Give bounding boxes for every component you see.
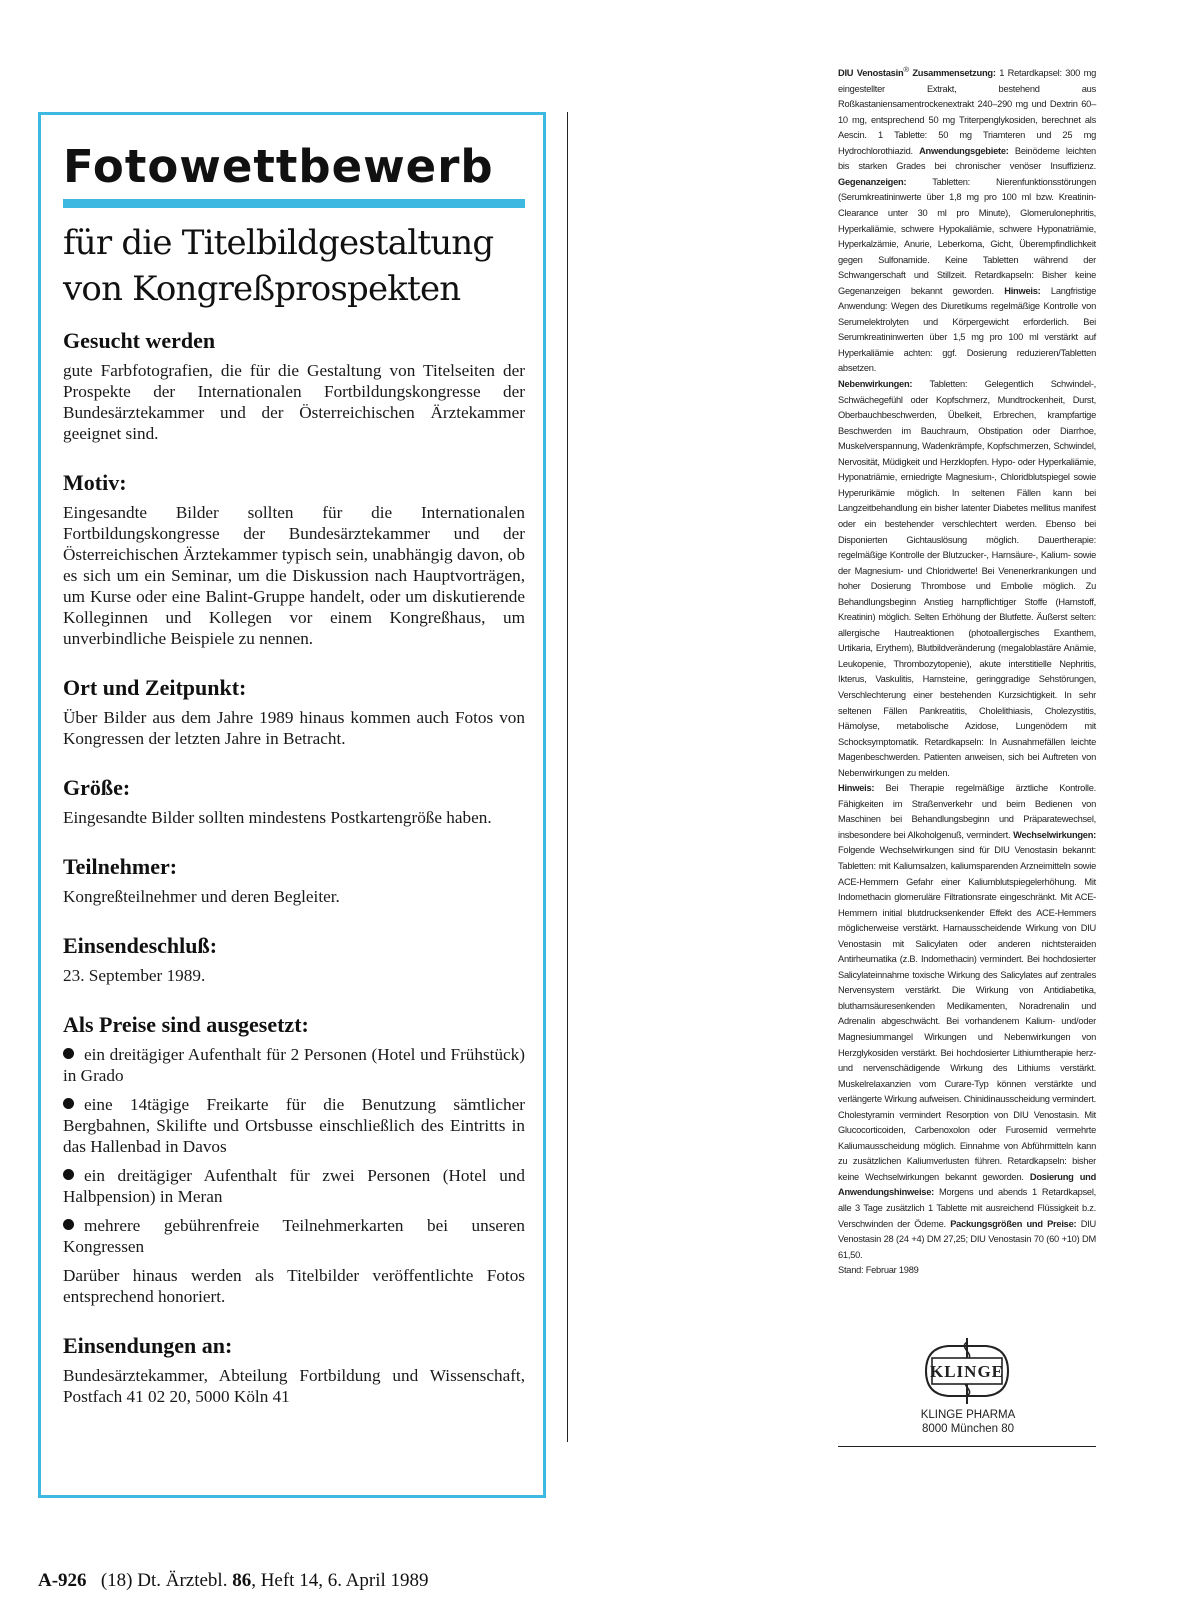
headline-underline	[63, 199, 525, 208]
bullet-icon	[63, 1048, 74, 1059]
text-nebenwirkungen: Tabletten: Gelegentlich Schwindel-, Schwächegefühl oder Kopfschmerz, Mundtrockenheit, Durst, Oberbauchbeschwerden, Übelkeit, Erbrechen, krampfartige Beschwerden im Bauchraum, Obstipation oder Diarrhoe, Muskelverspannung, Wadenkrämpfe, Kopfschmerzen, Schwindel, Nervosität, Müdigkeit und Herzklopfen. Hypo- oder Hyperkaliämie, Hyponatriämie, erniedrigte Magnesium-, Chloridblutspiegel sowie Hyperurikämie möglich. In seltenen Fällen kann bei Langzeitbehandlung ein bisher latenter Diabetes mellitus manifest oder ein bestehender verschlechtert werden. Ebenso bei Disponierten Gichtauslösung möglich. Dauertherapie: regelmäßige Kontrolle der Blutzucker-, Harnsäure-, Kalium- sowie der Magnesium- und Chloridwerte! Bei Venenerkrankungen und hoher Dosierung Thrombose und Embolie möglich. Zu Behandlungsbeginn Anstieg harnpflichtiger Stoffe (Harnstoff, Kreatinin) möglich. Selten Erhöhung der Blutfette. Äußerst selten: allergische Hautreaktionen (photoallergisches Exanthem, Urtikaria, Erythem), Blutbildveränderung (megaloblastäre Anämie, Leukopenie, Thrombozytopenie), akute interstitielle Nephritis, Ikterus, Vaskulitis, Harnsteine, geringgradige Sehstörungen, Verschlechterung einer bestehenden Kurzsichtigkeit. In sehr seltenen Fällen Pankreatitis, Cholelithiasis, Cholezystitis, Hämolyse, metabolische Azidose, Lungenödem mit Schocksymptomatik. Retardkapseln: In Ausnahmefällen leichte Magenbeschwerden. Patienten anweisen, sich bei Auftreten von Nebenwirkungen zu melden.	[838, 379, 1096, 778]
logo-mark-text: KLINGE	[929, 1362, 1005, 1381]
company-city: 8000 München 80	[921, 1423, 1015, 1435]
text-dosierung: Morgens und abends 1 Retardkapsel, alle 3 Tage zusätzlich 1 Tablette mit ausreichend Flüssigkeit b.z. Verschwinden der Ödeme.	[838, 1187, 1096, 1229]
text-hinweis: Langfristige Anwendung: Wegen des Diuretikums regelmäßige Kontrolle von Serumelektrolyten und Körpergewicht erforderlich. Bei Serumkreatininwerten über 1,5 mg pro 100 ml verstärkt auf Hyperkaliämie achten: ggf. Dosierung reduzieren/Tabletten absetzen.	[838, 285, 1096, 374]
subtitle-line-2: von Kongreßprospekten	[63, 269, 461, 309]
section-text-groesse: Eingesandte Bilder sollten mindestens Postkartengröße haben.	[63, 808, 492, 827]
prize-item	[63, 1044, 525, 1086]
section-heading-ort: Ort und Zeitpunkt:	[63, 675, 247, 700]
prize-item-text: eine 14tägige Freikarte für die Benutzung sämtlicher Bergbahnen, Skilifte und Ortsbusse einschließlich des Eintritts in das Hallenbad in Davos	[63, 1095, 525, 1156]
page-number: A-926	[38, 1570, 87, 1591]
label-packung: Packungsgrößen und Preise:	[950, 1218, 1077, 1229]
text-hinweis-2: Bei Therapie regelmäßige ärztliche Kontrolle. Fähigkeiten im Straßenverkehr und beim Bedienen von Maschinen bei Behandlungsbeginn und Präparatewechsel, insbesondere bei Alkoholgenuß, vermindert.	[838, 783, 1096, 840]
section-text-teilnehmer: Kongreßteilnehmer und deren Begleiter.	[63, 887, 340, 906]
prize-item	[63, 1094, 525, 1157]
text-wechselwirkungen: Folgende Wechselwirkungen sind für DIU Venostasin bekannt: Tabletten: mit Kaliumsalzen, kaliumsparenden Arzneimitteln sowie ACE-Hemmern Gefahr einer Kaliumblutspiegelerhöhung. Mit Indomethacin glomeruläre Filtrationsrate eingeschränkt. Mit ACE-Hemmern initial blutdrucksenkender Effekt des ACE-Hemmers möglicherweise verstärkt. Harnausscheidende Wirkung von DIU Venostasin mit Salicylaten oder anderen nichtsteraiden Antirheumatika (z.B. Indomethacin) vermindert. Bei hochdosierter Salicylateinnahme toxische Wirkung des Salicylates auf zentrales Nervensystem verstärkt. Die Wirkung von Antidiabetika, blutharnsäuresenkenden Medikamenten, Noradrenalin und Adrenalin abgeschwächt. Bei vorhandenem Kalium- und/oder Magnesiummangel Wirkungen und Nebenwirkungen von Herzglykosiden verstärkt. Bei hochdosierter Lithiumtherapie herz- und nervenschädigende Wirkung des Lithiums verstärkt. Muskelrelaxanzien vom Curare-Typ können verstärkte und verlängerte Wirkung aufweisen. Chinidinausscheidung vermindert. Cholestyramin vermindert Resorption von DIU Venostasin. Mit Glucocorticoiden, Carbenoxolon oder Furosemid vermehrte Kaliumausscheidung möglich. Einnahme von Abführmitteln kann zu zusätzlichen Kaliumverlusten führen. Retardkapseln: bisher keine Wechselwirkungen bekannt geworden.	[838, 845, 1096, 1182]
announcement-box	[38, 112, 546, 1498]
label-nebenwirkungen: Nebenwirkungen:	[838, 379, 913, 390]
section-text-motiv: Eingesandte Bilder sollten für die Internationalen Fortbildungskongresse der Bundesärztekammer und der Österreichischen Ärztekammer typisch sein, unabhängig davon, ob es sich um ein Seminar, um die Diskussion nach Hauptvorträgen, um Kurse oder eine Balint-Gruppe handelt, oder um diskutierende Kolleginnen und Kollegen vor einem Kongreßhaus, um unverbindliche Beispiele zu nennen.	[63, 503, 525, 648]
page-footer	[38, 1570, 429, 1592]
bullet-icon	[63, 1169, 74, 1180]
bullet-icon	[63, 1219, 74, 1230]
subtitle	[63, 220, 525, 312]
section-text-einsendungen: Bundesärztekammer, Abteilung Fortbildung und Wissenschaft, Postfach 41 02 20, 5000 Köln 41	[63, 1366, 525, 1406]
section-heading-einsendeschluss: Einsendeschluß:	[63, 933, 218, 958]
drug-information	[838, 62, 1096, 1279]
prize-item-text: ein dreitägiger Aufenthalt für zwei Personen (Hotel und Halbpension) in Meran	[63, 1166, 525, 1206]
klinge-logo-icon	[918, 1336, 1016, 1406]
prize-item	[63, 1165, 525, 1207]
section-heading-preise: Als Preise sind ausgesetzt:	[63, 1012, 309, 1037]
issue-prefix: (18) Dt. Ärztebl.	[100, 1570, 228, 1591]
label-gegenanzeigen: Gegenanzeigen:	[838, 176, 907, 187]
label-wechselwirkungen: Wechselwirkungen:	[1013, 829, 1096, 840]
column-divider	[567, 112, 568, 1442]
product-name: DIU Venostasin	[838, 68, 904, 79]
prize-item	[63, 1215, 525, 1257]
headline: Fotowettbewerb	[63, 140, 494, 193]
text-packung: DIU Venostasin 28 (24 +4) DM 27,25; DIU Venostasin 70 (60 +10) DM 61,50.	[838, 1218, 1096, 1260]
company-address	[900, 1408, 1036, 1436]
company-name: KLINGE PHARMA	[920, 1409, 1016, 1421]
issue-suffix: , Heft 14, 6. April 1989	[251, 1570, 429, 1591]
subtitle-line-1: für die Titelbildgestaltung	[63, 223, 494, 263]
bottom-rule	[838, 1446, 1096, 1447]
section-text-gesucht: gute Farbfotografien, die für die Gestaltung von Titelseiten der Prospekte der Internationalen Fortbildungskongresse der Bundesärztekammer und der Österreichischen Ärztekammer geeignet sind.	[63, 361, 525, 443]
prize-item-text: mehrere gebührenfreie Teilnehmerkarten bei unseren Kongressen	[63, 1216, 525, 1256]
section-heading-einsendungen: Einsendungen an:	[63, 1333, 233, 1358]
section-text-ort: Über Bilder aus dem Jahre 1989 hinaus kommen auch Fotos von Kongressen der letzten Jahre in Betracht.	[63, 708, 525, 748]
label-zusammensetzung: Zusammensetzung:	[912, 68, 996, 79]
text-zusammensetzung: 1 Retardkapsel: 300 mg eingestellter Extrakt, bestehend aus Roßkastaniensamentrockenextrakt 240–290 mg und Dextrin 60–10 mg, entsprechend 50 mg Triterpenglykosiden, berechnet als Aescin. 1 Tablette: 50 mg Triamteren und 25 mg Hydrochlorothiazid.	[838, 68, 1096, 156]
prize-note: Darüber hinaus werden als Titelbilder veröffentlichte Fotos entsprechend honoriert.	[63, 1266, 525, 1306]
label-anwendungsgebiete: Anwendungsgebiete:	[919, 145, 1009, 156]
label-hinweis: Hinweis:	[1004, 285, 1041, 296]
section-heading-teilnehmer: Teilnehmer:	[63, 854, 178, 879]
label-hinweis-2: Hinweis:	[838, 783, 875, 794]
section-text-einsendeschluss: 23. September 1989.	[63, 966, 206, 985]
text-gegenanzeigen: Tabletten: Nierenfunktionsstörungen (Serumkreatininwerte über 1,8 mg pro 100 ml bzw. Kreatinin-Clearance unter 30 ml pro Minute), Glomerulonephritis, Hyperkaliämie, schwere Hypokaliämie, schwere Hyponatriämie, Hyperkalzämie, Anurie, Leberkoma, Gicht, Überempfindlichkeit gegen Sulfonamide. Keine Tabletten während der Schwangerschaft und Stillzeit. Retardkapseln: Bisher keine Gegenanzeigen bekannt geworden.	[838, 176, 1096, 296]
section-heading-groesse: Größe:	[63, 775, 131, 800]
registered-mark: ®	[903, 65, 909, 74]
text-anwendungsgebiete: Beinödeme leichten bis starken Grades bei chronischer venöser Insuffizienz.	[838, 145, 1096, 172]
label-dosierung: Dosierung und Anwendungshinweise:	[838, 1171, 1096, 1198]
bullet-icon	[63, 1098, 74, 1109]
text-stand: Stand: Februar 1989	[838, 1265, 919, 1276]
section-heading-motiv: Motiv:	[63, 470, 127, 495]
volume-number: 86	[232, 1570, 252, 1591]
section-heading-gesucht: Gesucht werden	[63, 328, 216, 353]
prize-item-text: ein dreitägiger Aufenthalt für 2 Personen (Hotel und Frühstück) in Grado	[63, 1045, 525, 1085]
